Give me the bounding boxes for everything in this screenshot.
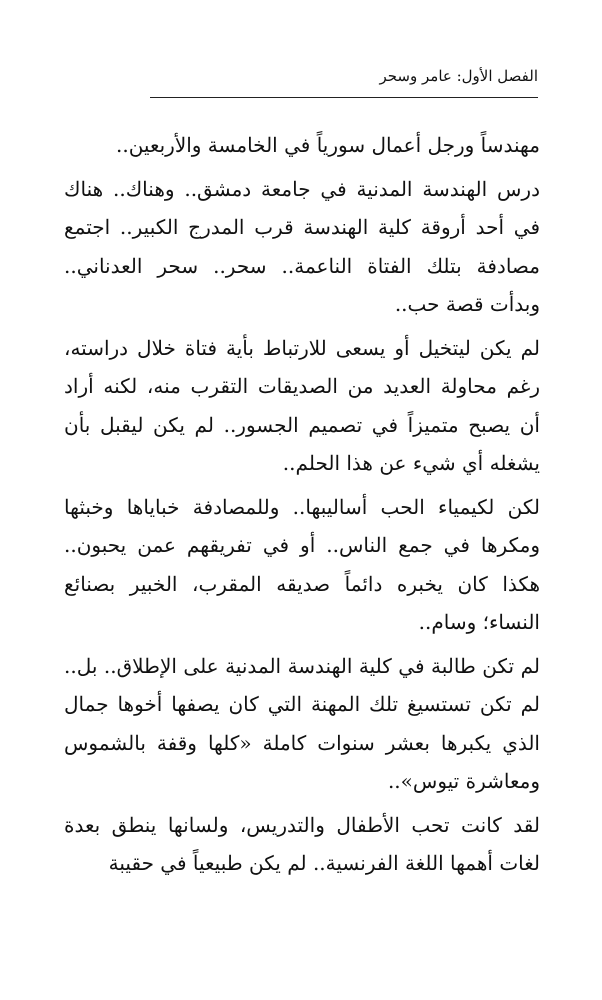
paragraph-3: لم يكن ليتخيل أو يسعى للارتباط بأية فتاة خلال دراسته، رغم محاولة العديد من الصديقات التقرب منه، لكنه أراد أن يصبح متميزاً في تصميم الجسور.. لم يكن ليقبل بأن يشغله أي شيء عن هذا الحلم.. [64, 335, 540, 475]
header-rule [150, 97, 538, 98]
running-head: الفصل الأول: عامر وسحر [379, 67, 538, 85]
paragraph-2: درس الهندسة المدنية في جامعة دمشق.. وهناك.. هناك في أحد أروقة كلية الهندسة قرب المدرج الكبير.. اجتمع مصادفة بتلك الفتاة الناعمة.. سحر.. سحر العدناني.. وبدأت قصة حب.. [64, 176, 540, 316]
paragraph-6: لقد كانت تحب الأطفال والتدريس، ولسانها ينطق بعدة لغات أهمها اللغة الفرنسية.. لم يكن طبيعياً في حقيبة [64, 812, 540, 875]
paragraph-4: لكن لكيمياء الحب أساليبها.. وللمصادفة خباياها وخبثها ومكرها في جمع الناس.. أو في تفريقهم عمن يحبون.. هكذا كان يخبره دائماً صديقه المقرب، الخبير بصنائع النساء؛ وسام.. [64, 494, 540, 634]
paragraph-5: لم تكن طالبة في كلية الهندسة المدنية على الإطلاق.. بل.. لم تكن تستسيغ تلك المهنة التي كان يصفها أخوها جمال الذي يكبرها بعشر سنوات كاملة «كلها وقفة بالشموس ومعاشرة تيوس».. [64, 653, 540, 793]
paragraph-1: مهندساً ورجل أعمال سورياً في الخامسة والأربعين.. [115, 133, 540, 157]
text-body [64, 126, 540, 883]
